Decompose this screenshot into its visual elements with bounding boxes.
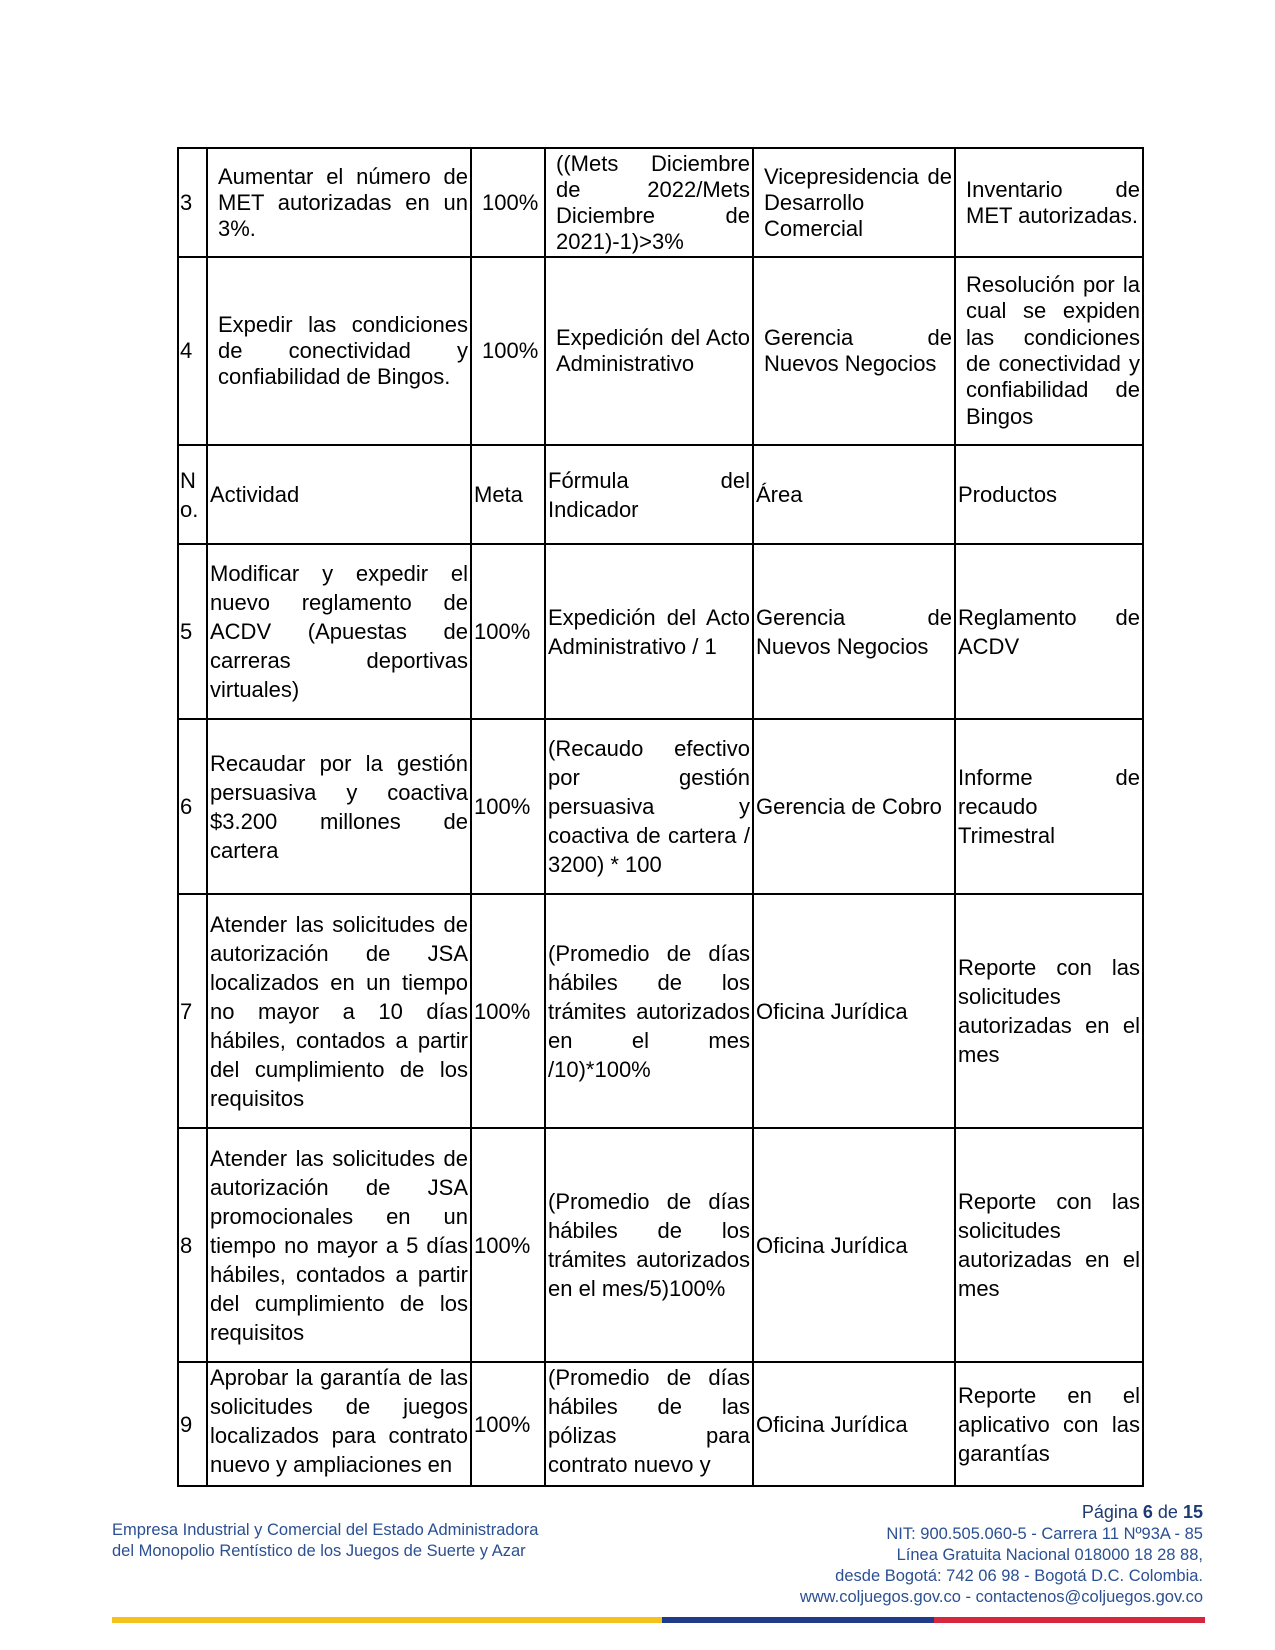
meta-cell: 100% <box>471 148 545 257</box>
table-row <box>178 257 1143 445</box>
row-number: 4 <box>178 257 207 445</box>
area-cell: Gerencia de Nuevos Negocios <box>753 544 955 719</box>
row-number: 8 <box>178 1128 207 1362</box>
actividad-cell: Aprobar la garantía de las solicitudes de juegos localizados para contrato nuevo y ampliaciones en <box>207 1362 471 1486</box>
productos-cell: Reporte con las solicitudes autorizadas en el mes <box>955 1128 1143 1362</box>
footer-web-link[interactable]: www.coljuegos.gov.co - contactenos@coljuegos.gov.co <box>799 1588 1203 1606</box>
page-number <box>800 1500 1203 1524</box>
actividad-cell: Atender las solicitudes de autorización de JSA promocionales en un tiempo no mayor a 5 días hábiles, contados a partir del cumplimiento de los requisitos <box>207 1128 471 1362</box>
productos-cell: Informe de recaudo Trimestral <box>955 719 1143 894</box>
actividad-cell: Aumentar el número de MET autorizadas en un 3%. <box>207 148 471 257</box>
row-number: 6 <box>178 719 207 894</box>
header-productos: Productos <box>955 445 1143 544</box>
productos-cell: Resolución por la cual se expiden las condiciones de conectividad y confiabilidad de Bingos <box>955 257 1143 445</box>
footer-company <box>112 1520 538 1562</box>
table-header-row <box>178 445 1143 544</box>
formula-cell: (Promedio de días hábiles de los trámites autorizados en el mes/5)100% <box>545 1128 753 1362</box>
area-cell: Oficina Jurídica <box>753 1128 955 1362</box>
productos-cell: Inventario de MET autorizadas. <box>955 148 1143 257</box>
formula-cell: Expedición del Acto Administrativo <box>545 257 753 445</box>
area-cell: Oficina Jurídica <box>753 1362 955 1486</box>
footer-nit: NIT: 900.505.060-5 - Carrera 11 Nº93A - 85 <box>886 1525 1203 1543</box>
area-cell: Gerencia de Nuevos Negocios <box>753 257 955 445</box>
area-cell: Gerencia de Cobro <box>753 719 955 894</box>
footer-linea: Línea Gratuita Nacional 018000 18 28 88, <box>896 1546 1203 1564</box>
footer-stripe-red <box>934 1617 1205 1623</box>
table-row <box>178 544 1143 719</box>
page-current: 6 <box>1142 1502 1153 1522</box>
row-number: 5 <box>178 544 207 719</box>
header-formula: Fórmula del Indicador <box>545 445 753 544</box>
meta-cell: 100% <box>471 544 545 719</box>
header-meta: Meta <box>471 445 545 544</box>
meta-cell: 100% <box>471 894 545 1128</box>
page-footer <box>0 1500 1275 1650</box>
actividad-cell: Expedir las condiciones de conectividad y confiabilidad de Bingos. <box>207 257 471 445</box>
meta-cell: 100% <box>471 1362 545 1486</box>
actividad-cell: Atender las solicitudes de autorización de JSA localizados en un tiempo no mayor a 10 días hábiles, contados a partir del cumplimiento de los requisitos <box>207 894 471 1128</box>
footer-stripe-yellow <box>112 1617 662 1623</box>
formula-cell: (Promedio de días hábiles de los trámites autorizados en el mes /10)*100% <box>545 894 753 1128</box>
formula-cell: ((Mets Diciembre de 2022/Mets Diciembre de 2021)-1)>3% <box>545 148 753 257</box>
actividad-cell: Recaudar por la gestión persuasiva y coactiva $3.200 millones de cartera <box>207 719 471 894</box>
footer-contact <box>800 1500 1203 1608</box>
plan-table <box>177 147 1144 1487</box>
formula-cell: (Recaudo efectivo por gestión persuasiva y coactiva de cartera / 3200) * 100 <box>545 719 753 894</box>
header-area: Área <box>753 445 955 544</box>
row-number: 9 <box>178 1362 207 1486</box>
productos-cell: Reporte con las solicitudes autorizadas en el mes <box>955 894 1143 1128</box>
header-no: No. <box>178 445 207 544</box>
productos-cell: Reglamento de ACDV <box>955 544 1143 719</box>
header-actividad: Actividad <box>207 445 471 544</box>
table-row <box>178 719 1143 894</box>
footer-company-line2: del Monopolio Rentístico de los Juegos de Suerte y Azar <box>112 1542 526 1560</box>
row-number: 3 <box>178 148 207 257</box>
page-label: Página <box>1081 1502 1138 1522</box>
footer-bogota: desde Bogotá: 742 06 98 - Bogotá D.C. Colombia. <box>835 1567 1203 1585</box>
actividad-cell: Modificar y expedir el nuevo reglamento de ACDV (Apuestas de carreras deportivas virtuales) <box>207 544 471 719</box>
meta-cell: 100% <box>471 257 545 445</box>
page-of: de <box>1157 1502 1178 1522</box>
area-cell: Vicepresidencia de Desarrollo Comercial <box>753 148 955 257</box>
formula-cell: (Promedio de días hábiles de las pólizas para contrato nuevo y <box>545 1362 753 1486</box>
row-number: 7 <box>178 894 207 1128</box>
table-row <box>178 148 1143 257</box>
footer-stripe-blue <box>662 1617 934 1623</box>
formula-cell: Expedición del Acto Administrativo / 1 <box>545 544 753 719</box>
area-cell: Oficina Jurídica <box>753 894 955 1128</box>
table-row <box>178 1128 1143 1362</box>
footer-company-line1: Empresa Industrial y Comercial del Estado Administradora <box>112 1521 539 1539</box>
meta-cell: 100% <box>471 1128 545 1362</box>
table-row <box>178 1362 1143 1486</box>
table-row <box>178 894 1143 1128</box>
meta-cell: 100% <box>471 719 545 894</box>
page-total: 15 <box>1182 1502 1203 1522</box>
productos-cell: Reporte en el aplicativo con las garantías <box>955 1362 1143 1486</box>
